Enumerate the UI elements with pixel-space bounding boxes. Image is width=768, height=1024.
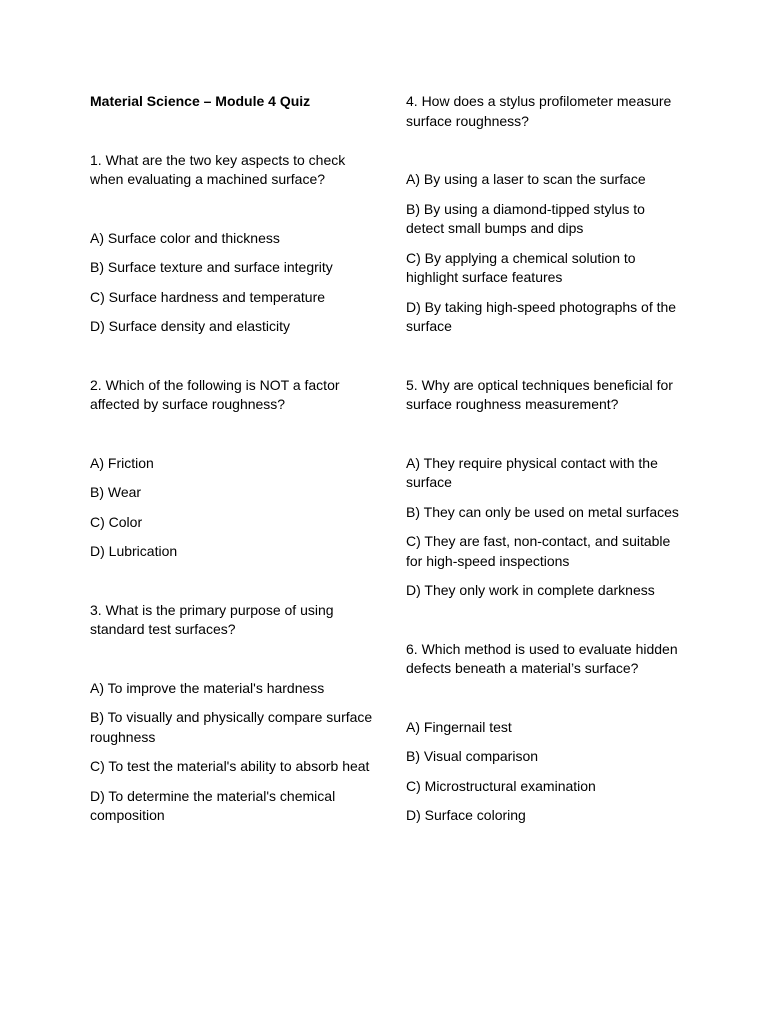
option-a: A) They require physical contact with the surface <box>406 454 658 490</box>
question-text: 5. Why are optical techniques beneficial for surface roughness measurement? <box>406 376 673 412</box>
option-b: B) Wear <box>90 484 142 500</box>
option-d: D) To determine the material's chemical composition <box>90 787 336 823</box>
question-block-1 <box>90 151 375 337</box>
question-block-2 <box>90 376 375 562</box>
question-block-6 <box>406 640 686 826</box>
option-b: B) Surface texture and surface integrity <box>90 259 333 275</box>
option-d: D) By taking high-speed photographs of the surface <box>406 298 677 334</box>
option-c: C) Color <box>90 513 143 530</box>
question-block-4 <box>406 92 686 337</box>
question-text: 4. How does a stylus profilometer measure surface roughness? <box>406 93 672 129</box>
option-a: A) Fingernail test <box>406 718 512 735</box>
option-d: D) Surface density and elasticity <box>90 318 290 334</box>
question-block-3 <box>90 601 375 826</box>
options-list <box>90 454 375 562</box>
option-d: D) Lubrication <box>90 543 178 559</box>
options-list <box>90 229 375 337</box>
option-b: B) To visually and physically compare surface roughness <box>90 709 373 745</box>
option-b: B) By using a diamond-tipped stylus to detect small bumps and dips <box>406 200 645 236</box>
question-text: 1. What are the two key aspects to check when evaluating a machined surface? <box>90 151 346 187</box>
option-d: D) Surface coloring <box>406 807 526 823</box>
left-column <box>90 92 375 865</box>
option-a: A) Friction <box>90 454 154 471</box>
question-text: 3. What is the primary purpose of using standard test surfaces? <box>90 601 334 637</box>
options-list <box>406 718 686 826</box>
option-c: C) To test the material's ability to absorb heat <box>90 758 370 774</box>
question-text: 6. Which method is used to evaluate hidden defects beneath a material’s surface? <box>406 640 678 676</box>
options-list <box>406 170 686 337</box>
question-block-5 <box>406 376 686 601</box>
option-b: B) Visual comparison <box>406 748 539 764</box>
quiz-title: Material Science – Module 4 Quiz <box>90 93 311 109</box>
option-a: A) By using a laser to scan the surface <box>406 171 646 187</box>
option-c: C) Surface hardness and temperature <box>90 288 326 305</box>
option-a: A) Surface color and thickness <box>90 229 280 246</box>
option-b: B) They can only be used on metal surfaces <box>406 503 679 520</box>
question-text: 2. Which of the following is NOT a factor affected by surface roughness? <box>90 376 340 412</box>
option-c: C) By applying a chemical solution to highlight surface features <box>406 249 636 285</box>
right-column <box>406 92 686 865</box>
options-list <box>90 679 375 826</box>
option-a: A) To improve the material's hardness <box>90 679 325 696</box>
option-c: C) They are fast, non-contact, and suitable for high-speed inspections <box>406 533 671 569</box>
options-list <box>406 454 686 601</box>
option-c: C) Microstructural examination <box>406 777 596 794</box>
option-d: D) They only work in complete darkness <box>406 582 655 598</box>
